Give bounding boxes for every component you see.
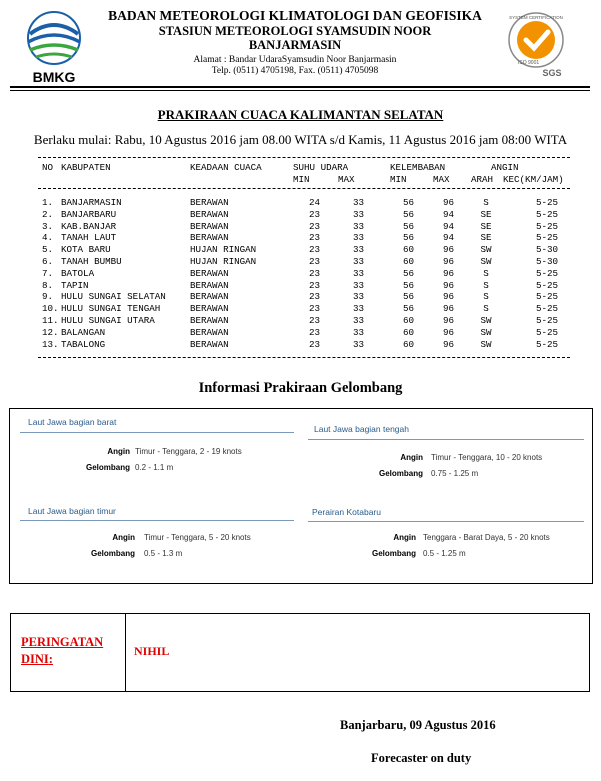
cell-kec: 5-30: [535, 244, 558, 256]
cell-tmax: 33: [352, 315, 364, 326]
cert-iso-text: ISO 9001: [518, 60, 540, 66]
cell-arah: S: [483, 279, 489, 291]
cell-hmax: 96: [442, 267, 454, 279]
cell-hmax: 96: [442, 256, 454, 267]
angin-value: Timur - Tenggara, 5 - 20 knots: [144, 533, 251, 542]
cell-kab: HULU SUNGAI UTARA: [61, 315, 155, 326]
station-city: BANJARMASIN: [248, 38, 342, 52]
cell-kead: BERAWAN: [190, 197, 229, 208]
cell-kead: BERAWAN: [190, 220, 229, 232]
gelombang-value: 0.5 - 1.3 m: [144, 549, 183, 558]
warning-label-colon: :: [48, 652, 53, 666]
cell-tmin: 23: [308, 291, 320, 303]
cell-tmin: 23: [308, 208, 320, 220]
table-bottom-rule: [38, 357, 570, 358]
early-warning-value: NIHIL: [134, 644, 170, 658]
angin-value: Tenggara - Barat Daya, 5 - 20 knots: [423, 533, 550, 542]
cell-arah: SE: [480, 232, 492, 244]
cell-no: 1.: [42, 197, 54, 208]
wave-panel-title: Laut Jawa bagian barat: [28, 417, 117, 427]
panel-divider: [20, 432, 294, 433]
cell-hmin: 56: [402, 291, 414, 303]
cell-tmax: 33: [352, 303, 364, 315]
cell-tmax: 33: [352, 220, 364, 232]
cell-kec: 5-25: [535, 232, 558, 244]
cell-tmin: 23: [308, 220, 320, 232]
cell-tmin: 23: [308, 315, 320, 326]
cell-kead: BERAWAN: [190, 315, 229, 326]
table-row: [0, 256, 601, 268]
cell-hmin: 56: [402, 267, 414, 279]
col-kec: KEC(KM/JAM): [503, 174, 564, 185]
cell-kead: BERAWAN: [190, 279, 229, 291]
cell-hmin: 60: [402, 244, 414, 256]
table-row: [0, 232, 601, 244]
table-row: [0, 291, 601, 303]
cell-kec: 5-25: [535, 197, 558, 208]
warning-label-line1: PERINGATAN: [21, 635, 104, 649]
cell-kead: BERAWAN: [190, 208, 229, 220]
cell-tmin: 23: [308, 232, 320, 244]
col-suhu-max: MAX: [338, 174, 355, 185]
table-row: [0, 244, 601, 256]
cert-ring-text: SYSTEM CERTIFICATION: [509, 15, 563, 20]
col-arah: ARAH: [471, 174, 494, 185]
cell-kec: 5-25: [535, 315, 558, 326]
wave-panel-timur: [28, 506, 116, 516]
cell-tmin: 23: [308, 279, 320, 291]
cell-kec: 5-25: [535, 267, 558, 279]
cell-kab: TABALONG: [61, 338, 106, 350]
warning-divider: [125, 614, 126, 691]
col-kelembaban: KELEMBABAN: [390, 162, 446, 173]
cell-kec: 5-25: [535, 220, 558, 232]
cell-kab: HULU SUNGAI TENGAH: [61, 303, 161, 315]
cell-arah: SW: [480, 315, 492, 326]
cell-hmax: 96: [442, 315, 454, 326]
cell-kec: 5-25: [535, 291, 558, 303]
cell-kead: BERAWAN: [190, 291, 229, 303]
cell-kead: BERAWAN: [190, 326, 229, 338]
cell-hmin: 56: [402, 303, 414, 315]
cell-no: 7.: [42, 267, 54, 279]
wave-panel-title: Perairan Kotabaru: [312, 507, 381, 517]
address-line: Alamat : Bandar UdaraSyamsudin Noor Banjarmasin: [193, 55, 397, 65]
cell-hmax: 96: [442, 291, 454, 303]
cell-tmin: 24: [308, 197, 320, 208]
station-name: STASIUN METEOROLOGI SYAMSUDIN NOOR: [158, 24, 432, 38]
cell-no: 9.: [42, 291, 54, 303]
cell-kab: BALANGAN: [61, 326, 106, 338]
cell-kec: 5-25: [535, 303, 558, 315]
place-date: Banjarbaru, 09 Agustus 2016: [340, 718, 496, 732]
cell-tmin: 23: [308, 303, 320, 315]
panel-divider: [308, 521, 584, 522]
cell-hmin: 60: [402, 315, 414, 326]
cell-no: 4.: [42, 232, 54, 244]
gelombang-value: 0.5 - 1.25 m: [423, 549, 466, 558]
cell-tmax: 33: [352, 326, 364, 338]
cell-kead: BERAWAN: [190, 232, 229, 244]
cell-arah: S: [483, 267, 489, 279]
cell-kab: TANAH BUMBU: [61, 256, 122, 267]
table-header-rule: [38, 188, 570, 189]
forecaster-line: Forecaster on duty: [371, 751, 472, 765]
cell-kab: HULU SUNGAI SELATAN: [61, 291, 166, 303]
cell-kead: BERAWAN: [190, 267, 229, 279]
wave-panel-barat: [28, 417, 116, 427]
angin-value: Timur - Tenggara, 2 - 19 knots: [135, 447, 242, 456]
cell-no: 2.: [42, 208, 54, 220]
cell-arah: SW: [480, 256, 492, 267]
wave-section-title: Informasi Prakiraan Gelombang: [198, 380, 403, 396]
early-warning-box: [10, 613, 590, 692]
table-row: [0, 221, 601, 233]
col-rh-min: MIN: [390, 174, 407, 185]
angin-value: Timur - Tenggara, 10 - 20 knots: [431, 453, 543, 462]
angin-label: Angin: [400, 453, 423, 462]
cell-no: 10.: [42, 303, 59, 315]
gelombang-label: Gelombang: [371, 549, 416, 558]
cell-no: 5.: [42, 244, 54, 256]
cell-kec: 5-25: [535, 326, 558, 338]
wave-panel-kotabaru: [312, 507, 381, 517]
cell-kab: BANJARBARU: [61, 208, 117, 220]
cell-kab: BANJARMASIN: [61, 197, 122, 208]
warning-label-line2: DINI: [21, 652, 49, 666]
cell-kab: TANAH LAUT: [61, 232, 117, 244]
cell-hmin: 56: [402, 197, 414, 208]
cell-kab: KAB.BANJAR: [61, 220, 117, 232]
cell-hmax: 96: [442, 326, 454, 338]
validity-period: Berlaku mulai: Rabu, 10 Agustus 2016 jam 08.00 WITA s/d Kamis, 11 Agustus 2016 jam 08:00 WITA: [33, 132, 568, 147]
wave-panel-title: Laut Jawa bagian tengah: [314, 424, 409, 434]
cell-no: 13.: [42, 338, 59, 350]
cell-arah: SW: [480, 326, 492, 338]
col-angin: ANGIN: [491, 162, 519, 173]
cell-no: 6.: [42, 256, 54, 267]
cell-hmin: 56: [402, 208, 414, 220]
col-no: NO: [42, 162, 54, 173]
cell-tmax: 33: [352, 291, 364, 303]
cell-hmax: 96: [442, 338, 454, 350]
col-kabupaten: KABUPATEN: [61, 162, 111, 173]
cell-hmin: 60: [402, 326, 414, 338]
org-name: BADAN METEOROLOGI KLIMATOLOGI DAN GEOFISIKA: [108, 8, 482, 23]
table-row: [0, 315, 601, 327]
cell-kec: 5-25: [535, 279, 558, 291]
logo-text: BMKG: [32, 69, 76, 85]
gelombang-label: Gelombang: [90, 549, 135, 558]
cell-no: 8.: [42, 279, 54, 291]
cell-kead: HUJAN RINGAN: [190, 244, 257, 256]
cert-text: SGS: [542, 68, 562, 78]
cell-hmin: 60: [402, 338, 414, 350]
wave-forecast-panel: [9, 408, 593, 584]
panel-divider: [308, 439, 584, 440]
cell-no: 3.: [42, 220, 54, 232]
cell-hmax: 94: [442, 232, 454, 244]
cell-arah: SE: [480, 208, 492, 220]
cell-no: 12.: [42, 326, 59, 338]
table-row: [0, 280, 601, 292]
col-suhu: SUHU UDARA: [293, 162, 349, 173]
cell-tmin: 23: [308, 256, 320, 267]
gelombang-value: 0.75 - 1.25 m: [431, 469, 479, 478]
cell-hmax: 96: [442, 279, 454, 291]
cell-hmin: 56: [402, 220, 414, 232]
cell-arah: SE: [480, 220, 492, 232]
cell-hmax: 96: [442, 197, 454, 208]
cell-kab: KOTA BARU: [61, 244, 111, 256]
col-suhu-min: MIN: [293, 174, 310, 185]
panel-divider: [20, 520, 294, 521]
wave-panel-title: Laut Jawa bagian timur: [28, 506, 116, 516]
cell-hmax: 96: [442, 303, 454, 315]
cell-kec: 5-30: [535, 256, 558, 267]
gelombang-value: 0.2 - 1.1 m: [135, 463, 174, 472]
page-title: PRAKIRAAN CUACA KALIMANTAN SELATAN: [157, 107, 444, 122]
phone-line: Telp. (0511) 4705198, Fax. (0511) 4705098: [211, 66, 379, 76]
cell-tmin: 23: [308, 326, 320, 338]
cell-hmin: 56: [402, 232, 414, 244]
cell-tmax: 33: [352, 267, 364, 279]
table-row: [0, 327, 601, 339]
cell-arah: S: [483, 197, 489, 208]
cell-kab: BATOLA: [61, 267, 95, 279]
cell-hmin: 60: [402, 256, 414, 267]
angin-label: Angin: [112, 533, 135, 542]
cell-tmin: 23: [308, 244, 320, 256]
cell-arah: S: [483, 291, 489, 303]
cell-arah: SW: [480, 244, 492, 256]
cell-arah: SW: [480, 338, 492, 350]
cell-tmax: 33: [352, 279, 364, 291]
cell-tmin: 23: [308, 267, 320, 279]
cell-tmax: 33: [352, 338, 364, 350]
angin-label: Angin: [393, 533, 416, 542]
cell-kab: TAPIN: [61, 279, 89, 291]
cell-arah: S: [483, 303, 489, 315]
cell-hmin: 56: [402, 279, 414, 291]
cell-tmin: 23: [308, 338, 320, 350]
gelombang-label: Gelombang: [85, 463, 130, 472]
cell-kec: 5-25: [535, 338, 558, 350]
cell-no: 11.: [42, 315, 59, 326]
forecast-table: [0, 0, 601, 360]
cell-kead: HUJAN RINGAN: [190, 256, 257, 267]
table-row: [0, 303, 601, 315]
cell-hmax: 96: [442, 244, 454, 256]
cell-tmax: 33: [352, 256, 364, 267]
cell-kead: BERAWAN: [190, 338, 229, 350]
cell-tmax: 33: [352, 244, 364, 256]
cell-tmax: 33: [352, 232, 364, 244]
cell-hmax: 94: [442, 208, 454, 220]
col-rh-max: MAX: [433, 174, 450, 185]
cell-tmax: 33: [352, 197, 364, 208]
gelombang-label: Gelombang: [378, 469, 423, 478]
cell-kead: BERAWAN: [190, 303, 229, 315]
table-row: [0, 197, 601, 209]
cell-kec: 5-25: [535, 208, 558, 220]
table-row: [0, 268, 601, 280]
cell-tmax: 33: [352, 208, 364, 220]
col-keadaan: KEADAAN CUACA: [190, 162, 262, 173]
early-warning-label: [21, 634, 103, 668]
cell-hmax: 94: [442, 220, 454, 232]
table-row: [0, 339, 601, 351]
angin-label: Angin: [107, 447, 130, 456]
wave-panel-tengah: [314, 424, 409, 434]
table-row: [0, 209, 601, 221]
